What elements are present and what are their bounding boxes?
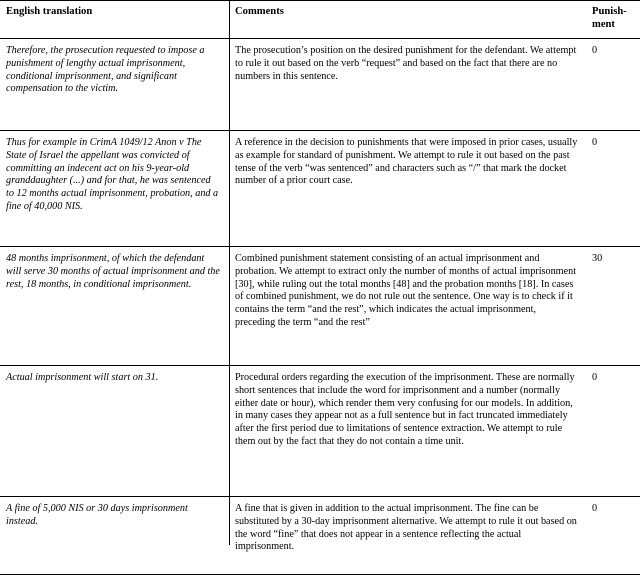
table-row xyxy=(0,130,640,246)
cell-punishment: 0 xyxy=(586,38,640,130)
cell-punishment: 0 xyxy=(586,365,640,496)
table-row xyxy=(0,365,640,496)
cell-comments: Combined punishment statement consisting of an actual imprisonment and probation. We attempt to extract only the number of months of actual imprisonment [30], while ruling out the total months [48] and the probation months [18]. In cases of combined punishment, we do not rule out the sentence. One way is to check if it contains the term “and the rest”, which indicates the actual imprisonment, preceding the term “and the rest” xyxy=(229,246,586,365)
cell-comments: A fine that is given in addition to the actual imprisonment. The fine can be substituted by a 30-day imprisonment alternative. We attempt to rule it out based on the word “fine” that does not appear in a sentence reflecting the actual imprisonment. xyxy=(229,496,586,574)
cell-comments: The prosecution’s position on the desired punishment for the defendant. We attempt to rule it out based on the verb “request” and based on the fact that there are no numbers in this sentence. xyxy=(229,38,586,130)
cell-english-translation: Thus for example in CrimA 1049/12 Anon v The State of Israel the appellant was convicted of committing an indecent act on his 9-year-old granddaughter (...) and for that, he was sentenced to 12 months actual imprisonment, probation, and a fine of 40,000 NIS. xyxy=(0,130,229,246)
column-header-punishment-line2: ment xyxy=(592,18,615,30)
column-divider-rule xyxy=(229,0,230,545)
table-body xyxy=(0,38,640,574)
column-header-comments: Comments xyxy=(229,1,586,39)
column-header-punishment-line1: Punish- xyxy=(592,6,627,17)
cell-english-translation: Therefore, the prosecution requested to impose a punishment of lengthy actual imprisonment, conditional imprisonment, and significant compensation to the victim. xyxy=(0,38,229,130)
cell-punishment: 0 xyxy=(586,496,640,574)
cell-english-translation: A fine of 5,000 NIS or 30 days imprisonment instead. xyxy=(0,496,229,574)
cell-punishment: 30 xyxy=(586,246,640,365)
table-header xyxy=(0,1,640,39)
cell-english-translation: Actual imprisonment will start on 31. xyxy=(0,365,229,496)
cell-comments: Procedural orders regarding the execution of the imprisonment. These are normally short sentences that include the word for imprisonment and a number (normally either date or hour), which render them very confusing for our models. In addition, in many cases they appear not as a full sentence but in fact truncated immediately after the first period due to limitations of sentence extraction. We attempt to rule them out by the fact that they do not contain a time unit. xyxy=(229,365,586,496)
column-header-english-translation: English translation xyxy=(0,1,229,39)
cell-comments: A reference in the decision to punishments that were imposed in prior cases, usually as example for standard of punishment. We attempt to rule it out based on the past tense of the verb “was sentenced” and characters such as “/” that mark the docket number of a prior court case. xyxy=(229,130,586,246)
column-header-punishment xyxy=(586,1,640,39)
cell-english-translation: 48 months imprisonment, of which the defendant will serve 30 months of actual imprisonment and the rest, 18 months, in conditional imprisonment. xyxy=(0,246,229,365)
table-row xyxy=(0,496,640,574)
table-row xyxy=(0,246,640,365)
table-row xyxy=(0,38,640,130)
table-header-row xyxy=(0,1,640,39)
cell-punishment: 0 xyxy=(586,130,640,246)
